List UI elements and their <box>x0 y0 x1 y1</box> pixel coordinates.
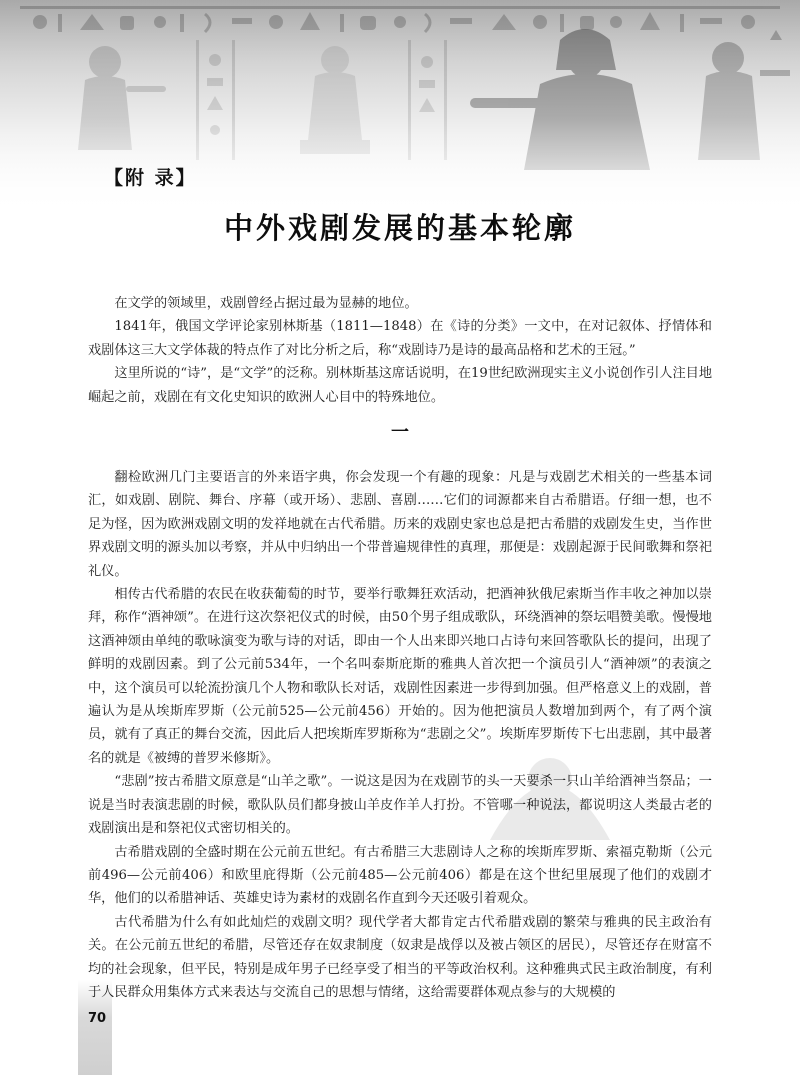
body-paragraph: 古希腊戏剧的全盛时期在公元前五世纪。有古希腊三大悲剧诗人之称的埃斯库罗斯、索福克勒斯（公元前496—公元前406）和欧里庇得斯（公元前485—公元前406）都是在这个世纪里展现了他们的戏剧才华，他们的以希腊神话、英雄史诗为素材的戏剧名作直到今天还吸引着观众。 <box>88 844 712 907</box>
body-paragraph: “悲剧”按古希腊文原意是“山羊之歌”。一说这是因为在戏剧节的头一天要杀一只山羊给酒神当祭品；一说是当时表演悲剧的时候，歌队队员们都身披山羊皮作羊人打扮。不管哪一种说法，都说明这人类最古老的戏剧演出是和祭祀仪式密切相关的。 <box>88 774 712 837</box>
appendix-label: 【附 录】 <box>104 167 197 189</box>
body-paragraph: 相传古代希腊的农民在收获葡萄的时节，要举行歌舞狂欢活动，把酒神狄俄尼索斯当作丰收之神加以崇拜，称作“酒神颂”。在进行这次祭祀仪式的时候，由50个男子组成歌队，环绕酒神的祭坛唱赞美歌。慢慢地这酒神颂由单纯的歌咏演变为歌与诗的对话，即由一个人出来即兴地口占诗句来回答歌队长的提问，出现了鲜明的戏剧因素。到了公元前534年，一个名叫泰斯庇斯的雅典人首次把一个演员引人“酒神颂”的表演之中，这个演员可以轮流扮演几个人物和歌队长对话，戏剧性因素进一步得到加强。但严格意义上的戏剧，普遍认为是从埃斯库罗斯（公元前525—公元前456）开始的。因为他把演员人数增加到两个，有了两个演员，就有了真正的舞台交流，因此后人把埃斯库罗斯称为“悲剧之父”。埃斯库罗斯传下七出悲剧，其中最著名的就是《被缚的普罗米修斯》。 <box>88 587 712 766</box>
body-paragraph: 古代希腊为什么有如此灿烂的戏剧文明？现代学者大都肯定古代希腊戏剧的繁荣与雅典的民主政治有关。在公元前五世纪的希腊，尽管还存在奴隶制度（奴隶是战俘以及被占领区的居民），尽管还存在财富不均的社会现象，但平民，特别是成年男子已经享受了相当的平等政治权利。这种雅典式民主政治制度，有利于人民群众用集体方式来表达与交流自己的思想与情绪，这给需要群体观点参与的大规模的 <box>88 914 712 1000</box>
intro-section <box>88 292 712 409</box>
page-number: 70 <box>88 1011 107 1026</box>
page-title: 中外戏剧发展的基本轮廓 <box>223 211 576 245</box>
section-number: 一 <box>391 422 409 443</box>
intro-paragraph: 1841年，俄国文学评论家别林斯基（1811—1848）在《诗的分类》一文中，在对记叙体、抒情体和戏剧体这三大文学体裁的特点作了对比分析之后，称“戏剧诗乃是诗的最高品格和艺术的王冠。” <box>88 319 712 358</box>
body-paragraph: 翻检欧洲几门主要语言的外来语字典，你会发现一个有趣的现象：凡是与戏剧艺术相关的一些基本词汇，如戏剧、剧院、舞台、序幕（或开场）、悲剧、喜剧……它们的词源都来自古希腊语。仔细一想，也不足为怪，因为欧洲戏剧文明的发祥地就在古代希腊。历来的戏剧史家也总是把古希腊的戏剧发生史，当作世界戏剧文明的源头加以考察，并从中归纳出一个带普遍规律性的真理，那便是：戏剧起源于民间歌舞和祭祀礼仪。 <box>88 470 712 579</box>
intro-paragraph: 这里所说的“诗”，是“文学”的泛称。别林斯基这席话说明，在19世纪欧洲现实主义小说创作引人注目地崛起之前，戏剧在有文化史知识的欧洲人心目中的特殊地位。 <box>88 366 713 405</box>
intro-paragraph: 在文学的领域里，戏剧曾经占据过最为显赫的地位。 <box>114 296 418 311</box>
main-text <box>88 466 712 1004</box>
